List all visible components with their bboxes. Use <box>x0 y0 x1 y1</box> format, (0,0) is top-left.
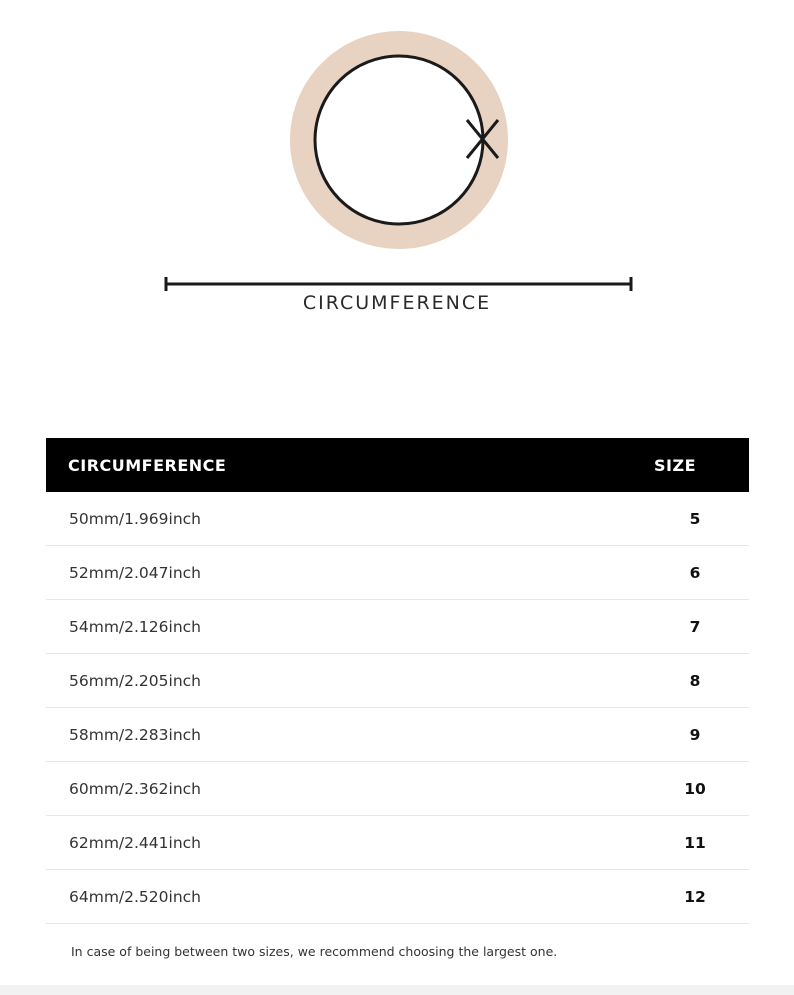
size-footnote: In case of being between two sizes, we recommend choosing the largest one. <box>71 944 558 959</box>
table-body <box>46 492 749 924</box>
size-table <box>46 438 749 924</box>
header-size: SIZE <box>654 455 697 475</box>
circumference-cell: 62mm/2.441inch <box>69 833 201 852</box>
table-row <box>46 492 749 546</box>
table-row <box>46 546 749 600</box>
circumference-cell: 52mm/2.047inch <box>69 563 201 582</box>
bottom-strip <box>0 985 794 995</box>
table-row <box>46 816 749 870</box>
size-cell: 7 <box>689 617 701 636</box>
ring-band <box>302 43 496 237</box>
table-row <box>46 708 749 762</box>
size-cell: 6 <box>689 563 701 582</box>
table-row <box>46 870 749 924</box>
ring-measurement-diagram <box>0 0 794 330</box>
circumference-cell: 58mm/2.283inch <box>69 725 201 744</box>
circumference-cell: 60mm/2.362inch <box>69 779 201 798</box>
table-header <box>46 438 749 492</box>
table-row <box>46 654 749 708</box>
ring-inner-line <box>315 56 483 224</box>
size-cell: 11 <box>684 833 706 852</box>
size-cell: 12 <box>684 887 706 906</box>
circumference-cell: 50mm/1.969inch <box>69 509 201 528</box>
size-cell: 10 <box>684 779 706 798</box>
circumference-cell: 54mm/2.126inch <box>69 617 201 636</box>
circumference-cell: 56mm/2.205inch <box>69 671 201 690</box>
circumference-label: CIRCUMFERENCE <box>302 292 492 314</box>
size-cell: 5 <box>689 509 701 528</box>
size-cell: 9 <box>689 725 701 744</box>
table-row <box>46 600 749 654</box>
circumference-cell: 64mm/2.520inch <box>69 887 201 906</box>
table-row <box>46 762 749 816</box>
header-circumference: CIRCUMFERENCE <box>68 455 227 475</box>
size-cell: 8 <box>689 671 701 690</box>
